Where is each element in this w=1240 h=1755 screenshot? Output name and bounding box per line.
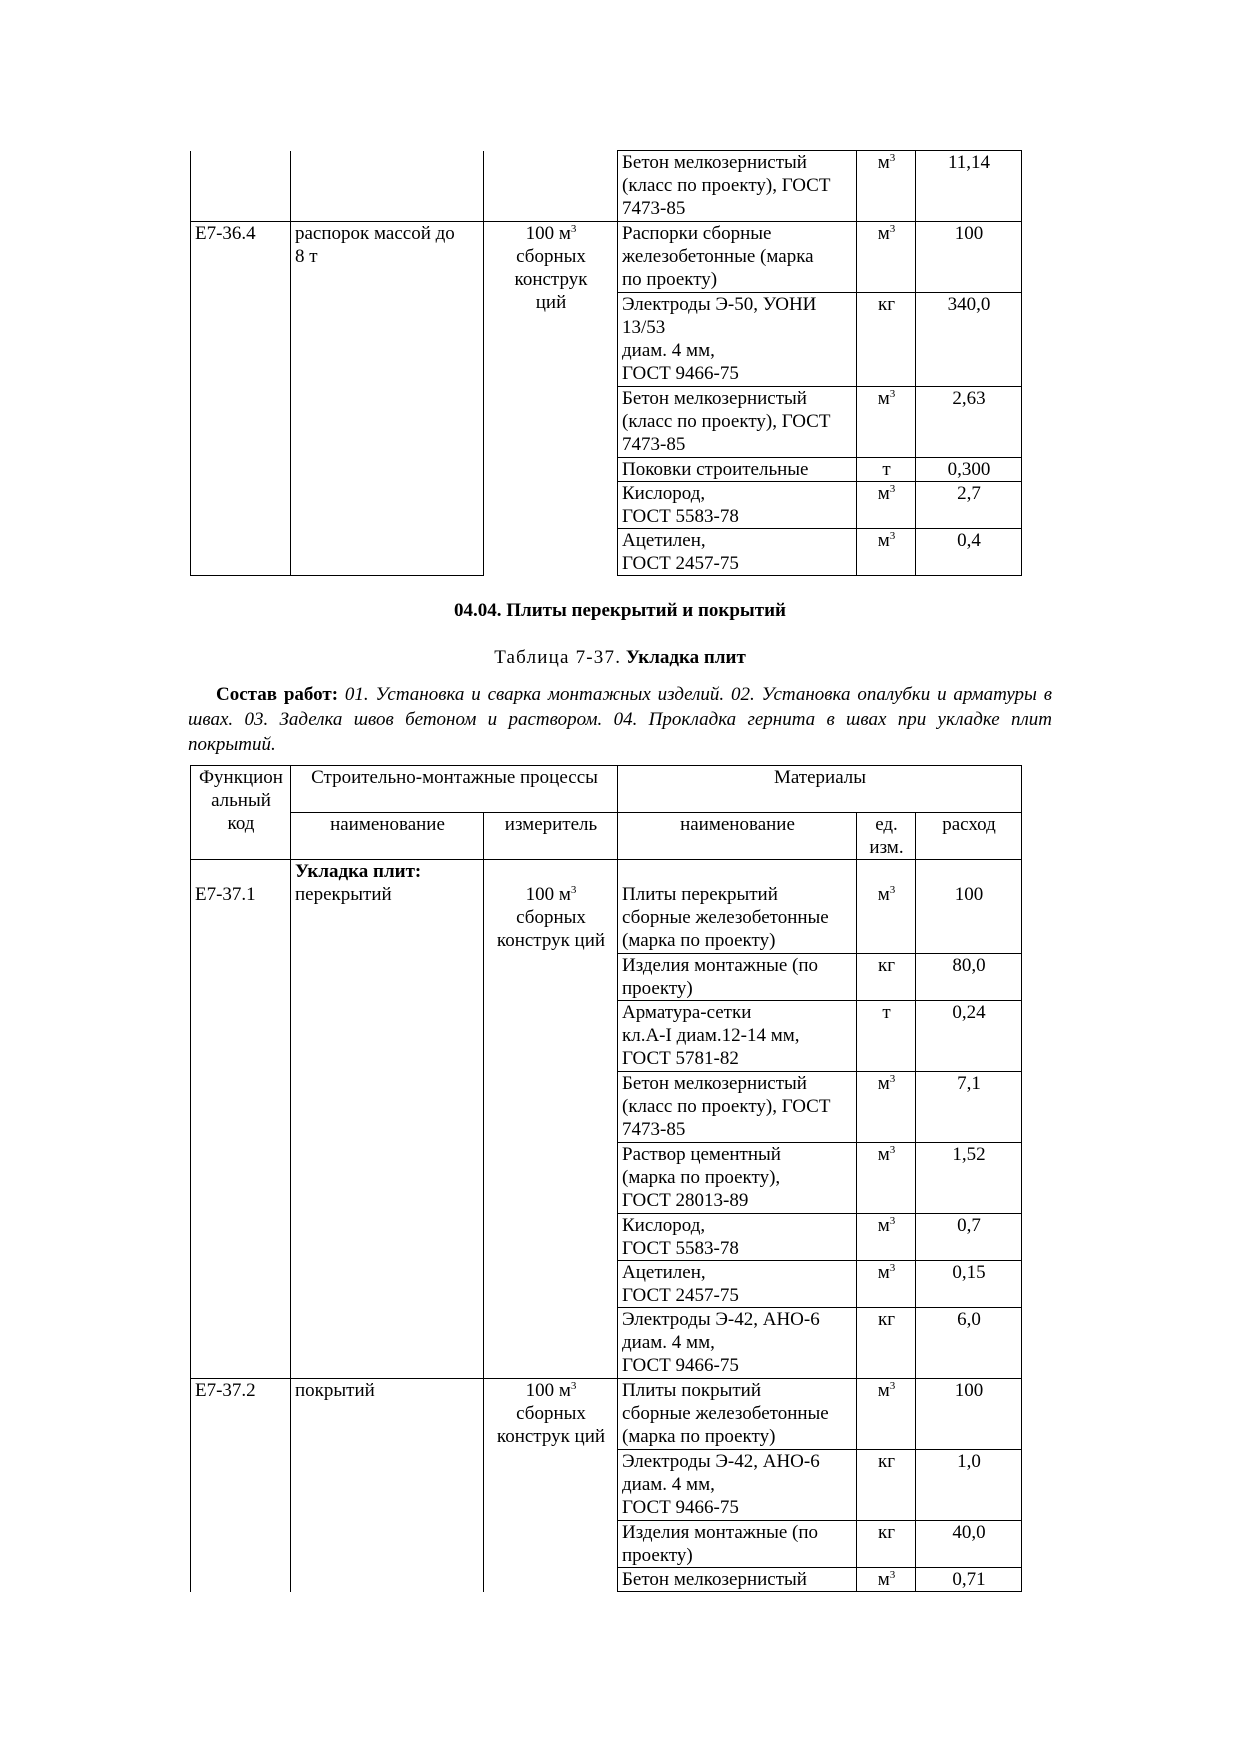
material-unit-cell: т [857, 1001, 916, 1072]
table-row [191, 954, 1022, 1001]
material-name-cell: Ацетилен, ГОСТ 2457-75 [618, 529, 857, 576]
material-name-cell: Бетон мелкозернистый (класс по проекту), ГОСТ 7473-85 [618, 151, 857, 222]
material-name-cell: Кислород, ГОСТ 5583-78 [618, 1214, 857, 1261]
material-qty-cell: 2,7 [916, 482, 1022, 529]
material-name-cell: Бетон мелкозернистый (класс по проекту), ГОСТ 7473-85 [618, 1072, 857, 1143]
material-unit-cell: кг [857, 293, 916, 387]
header-proc-name: наименование [291, 813, 484, 860]
material-name-cell: Ацетилен, ГОСТ 2457-75 [618, 1261, 857, 1308]
material-qty-cell: 0,300 [916, 458, 1022, 482]
process-name-cell: Укладка плит: перекрытий [291, 860, 484, 954]
material-qty-cell: 0,24 [916, 1001, 1022, 1072]
material-unit-cell: $м^3$ [857, 482, 916, 529]
material-unit-cell: $м^3$ [857, 529, 916, 576]
header-processes: Строительно-монтажные процессы [291, 766, 618, 813]
process-unit-cell: 100 $м^3$ сборных конструк ций [484, 860, 618, 954]
material-name-cell: Изделия монтажные (по проекту) [618, 954, 857, 1001]
header-func-code: Функцион альный код [191, 766, 291, 860]
material-unit-cell: $м^3$ [857, 387, 916, 458]
group-label: Укладка плит: [295, 861, 422, 882]
material-qty-cell: 0,15 [916, 1261, 1022, 1308]
material-name-cell: Раствор цементный (марка по проекту), ГОСТ 28013-89 [618, 1143, 857, 1214]
material-name-cell: Электроды Э-42, АНО-6 диам. 4 мм, ГОСТ 9466-75 [618, 1450, 857, 1521]
material-unit-cell: $м^3$ [857, 1072, 916, 1143]
material-unit-cell: $м^3$ [857, 1143, 916, 1214]
table-row [191, 1001, 1022, 1072]
table-row [191, 1143, 1022, 1214]
material-unit-cell: кг [857, 1521, 916, 1568]
section-title: 04.04. Плиты перекрытий и покрытий [454, 600, 786, 621]
work-composition-text: 01. Установка и сварка монтажных изделий. 02. Установка опалубки и арматуры в швах. 03. Заделка швов бетоном и раствором. 04. Прокладка гернита в швах при укладке плит покрытий. [188, 684, 1052, 755]
header-mat-name: наименование [618, 813, 857, 860]
func-code-cell: Е7-37.1 [191, 860, 291, 954]
table-row [191, 860, 1022, 954]
table-header-row [191, 813, 1022, 860]
material-qty-cell: 80,0 [916, 954, 1022, 1001]
material-qty-cell: 100 [916, 860, 1022, 954]
material-unit-cell: кг [857, 1450, 916, 1521]
material-name-cell: Изделия монтажные (по проекту) [618, 1521, 857, 1568]
material-name-cell: Плиты покрытий сборные железобетонные (марка по проекту) [618, 1379, 857, 1450]
func-code-cell: Е7-36.4 [191, 222, 291, 293]
material-unit-cell: $м^3$ [857, 1568, 916, 1592]
material-qty-cell: 6,0 [916, 1308, 1022, 1379]
table-row [191, 1568, 1022, 1592]
table-row [191, 1214, 1022, 1261]
material-name-cell: Кислород, ГОСТ 5583-78 [618, 482, 857, 529]
func-code-cell: Е7-37.2 [191, 1379, 291, 1450]
material-name-cell: Бетон мелкозернистый [618, 1568, 857, 1592]
process-unit-cell: 100 $м^3$ сборных конструк ций [484, 222, 618, 576]
table-7-37 [190, 765, 1022, 1592]
table-header-row [191, 766, 1022, 813]
material-unit-cell: $м^3$ [857, 860, 916, 954]
material-unit-cell: $м^3$ [857, 1214, 916, 1261]
table-row [191, 1450, 1022, 1521]
header-proc-unit: измеритель [484, 813, 618, 860]
table-row [191, 1072, 1022, 1143]
material-qty-cell: 340,0 [916, 293, 1022, 387]
material-qty-cell: 1,0 [916, 1450, 1022, 1521]
table-caption-prefix: Таблица 7-37. [494, 647, 622, 668]
material-qty-cell: 40,0 [916, 1521, 1022, 1568]
table-caption-title: Укладка плит [625, 647, 746, 668]
material-name-cell: Электроды Э-50, УОНИ 13/53 диам. 4 мм, ГОСТ 9466-75 [618, 293, 857, 387]
func-code-cell [191, 151, 291, 222]
process-unit-cell [484, 151, 618, 222]
material-qty-cell: 1,52 [916, 1143, 1022, 1214]
table-caption [188, 647, 1052, 669]
material-name-cell: Плиты перекрытий сборные железобетонные (марка по проекту) [618, 860, 857, 954]
material-unit-cell: кг [857, 1308, 916, 1379]
material-qty-cell: 0,4 [916, 529, 1022, 576]
process-unit-cell: 100 $м^3$ сборных конструк ций [484, 1379, 618, 1450]
material-unit-cell: $м^3$ [857, 151, 916, 222]
material-qty-cell: 2,63 [916, 387, 1022, 458]
work-composition-label: Состав работ: [216, 684, 339, 705]
material-unit-cell: $м^3$ [857, 1379, 916, 1450]
material-qty-cell: 0,71 [916, 1568, 1022, 1592]
process-name-cell [291, 151, 484, 222]
material-qty-cell: 100 [916, 1379, 1022, 1450]
material-qty-cell: 7,1 [916, 1072, 1022, 1143]
material-unit-cell: $м^3$ [857, 1261, 916, 1308]
material-name-cell: Распорки сборные железобетонные (марка по проекту) [618, 222, 857, 293]
process-name-cell: распорок массой до 8 т [291, 222, 484, 293]
table-row [191, 1379, 1022, 1450]
table-row [191, 151, 1022, 222]
work-composition [188, 682, 1052, 757]
material-name-cell: Арматура-сетки кл.А-I диам.12-14 мм, ГОСТ 5781-82 [618, 1001, 857, 1072]
material-unit-cell: $м^3$ [857, 222, 916, 293]
material-qty-cell: 11,14 [916, 151, 1022, 222]
material-name-cell: Электроды Э-42, АНО-6 диам. 4 мм, ГОСТ 9466-75 [618, 1308, 857, 1379]
material-name-cell: Поковки строительные [618, 458, 857, 482]
process-name-cell: покрытий [291, 1379, 484, 1450]
material-unit-cell: т [857, 458, 916, 482]
header-mat-unit: ед. изм. [857, 813, 916, 860]
table-row [191, 222, 1022, 293]
table-row [191, 1308, 1022, 1379]
material-unit-cell: кг [857, 954, 916, 1001]
material-qty-cell: 100 [916, 222, 1022, 293]
table-row [191, 1261, 1022, 1308]
table-row [191, 1521, 1022, 1568]
header-mat-qty: расход [916, 813, 1022, 860]
material-name-cell: Бетон мелкозернистый (класс по проекту), ГОСТ 7473-85 [618, 387, 857, 458]
material-qty-cell: 0,7 [916, 1214, 1022, 1261]
header-materials: Материалы [618, 766, 1022, 813]
table-7-36-continuation [190, 150, 1022, 576]
